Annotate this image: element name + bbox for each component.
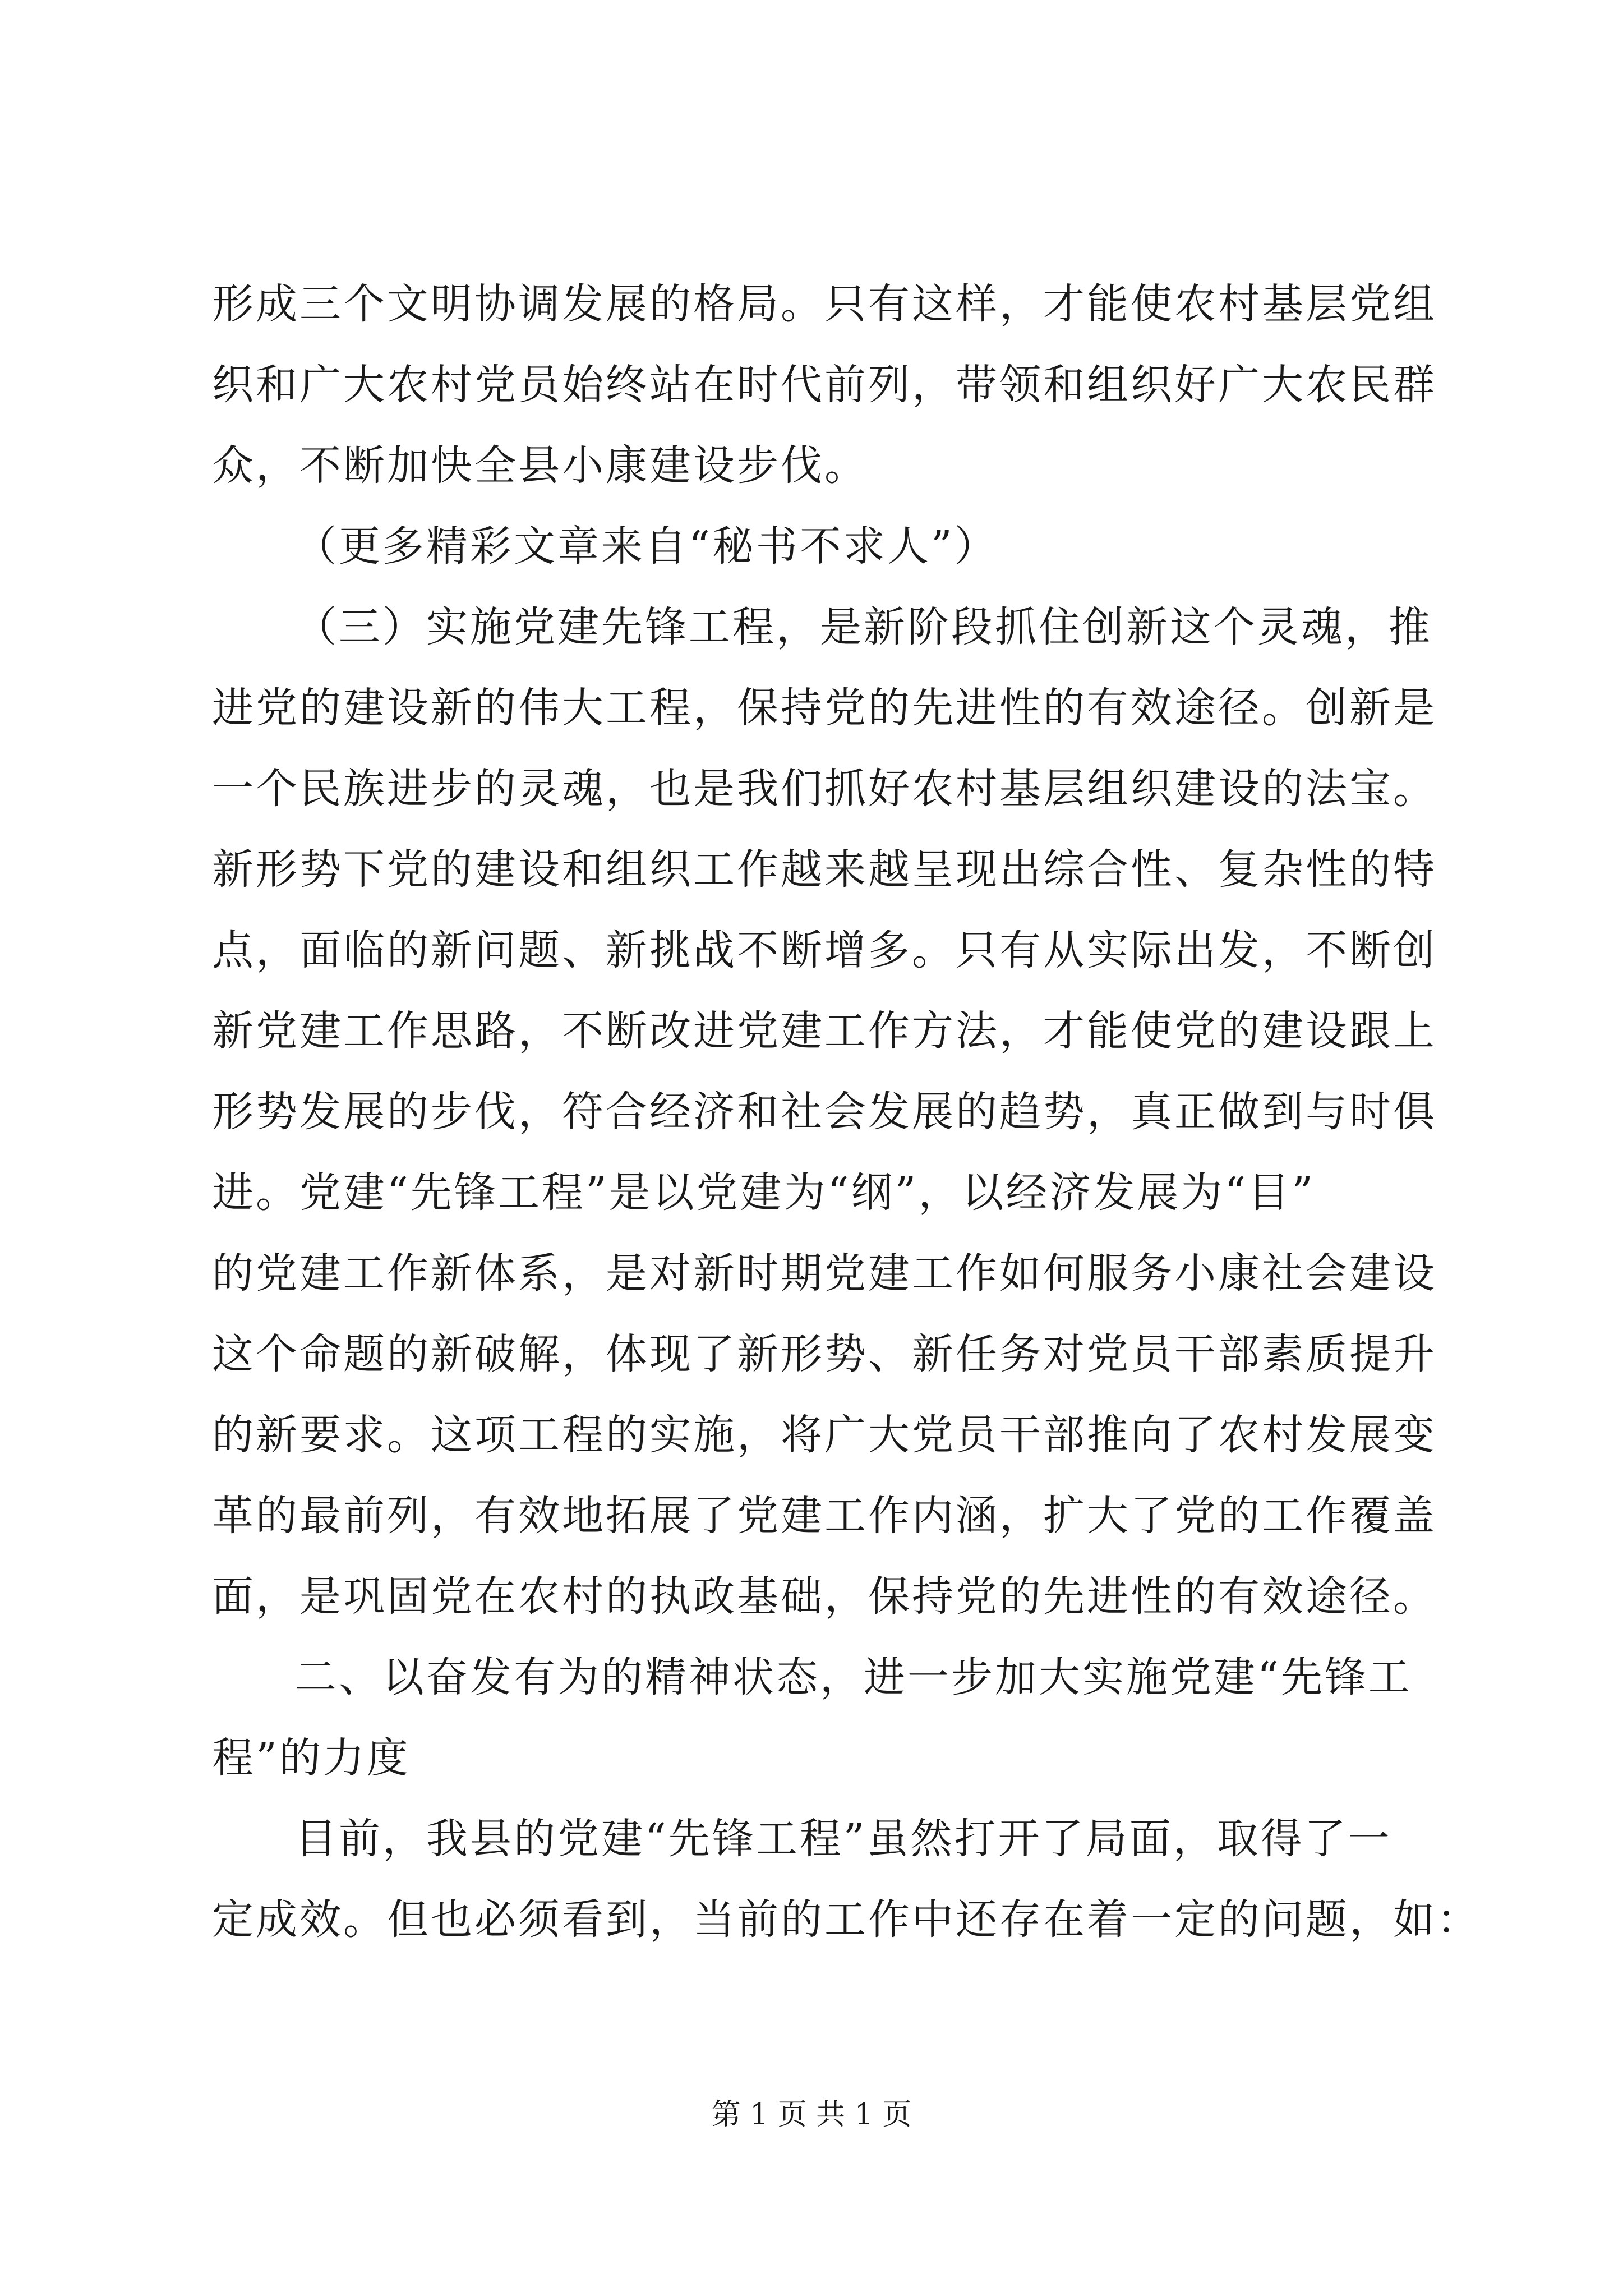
text-line: 进。党建“先锋工程”是以党建为“纲”，以经济发展为“目”	[212, 1168, 1315, 1217]
page-number-footer: 第 1 页 共 1 页	[711, 2098, 912, 2132]
text-line: 形势发展的步伐，符合经济和社会发展的趋势，真正做到与时俱	[212, 1088, 1437, 1136]
text-line: 的党建工作新体系，是对新时期党建工作如何服务小康社会建设	[212, 1249, 1437, 1297]
text-line: 新党建工作思路，不断改进党建工作方法，才能使党的建设跟上	[212, 1007, 1437, 1055]
text-line: 织和广大农村党员始终站在时代前列，带领和组织好广大农民群	[212, 361, 1437, 409]
source-note-line: （更多精彩文章来自“秘书不求人”）	[295, 522, 998, 570]
text-line: 革的最前列，有效地拓展了党建工作内涵，扩大了党的工作覆盖	[212, 1492, 1437, 1540]
text-line: 这个命题的新破解，体现了新形势、新任务对党员干部素质提升	[212, 1330, 1437, 1378]
document-body	[212, 264, 1481, 1960]
text-line: 一个民族进步的灵魂，也是我们抓好农村基层组织建设的法宝。	[212, 765, 1437, 813]
text-line: 面，是巩固党在农村的执政基础，保持党的先进性的有效途径。	[212, 1572, 1437, 1621]
text-line: 的新要求。这项工程的实施，将广大党员干部推向了农村发展变	[212, 1411, 1437, 1459]
text-line: 目前，我县的党建“先锋工程”虽然打开了局面，取得了一	[295, 1815, 1392, 1863]
text-line: 进党的建设新的伟大工程，保持党的先进性的有效途径。创新是	[212, 684, 1437, 732]
text-line: 众，不断加快全县小康建设步伐。	[212, 441, 868, 490]
text-line: 新形势下党的建设和组织工作越来越呈现出综合性、复杂性的特	[212, 845, 1437, 894]
text-line: （三）实施党建先锋工程，是新阶段抓住创新这个灵魂，推	[295, 603, 1432, 651]
section-heading-line: 二、以奋发有为的精神状态，进一步加大实施党建“先锋工	[295, 1653, 1412, 1701]
text-line: 形成三个文明协调发展的格局。只有这样，才能使农村基层党组	[212, 280, 1437, 328]
text-line: 定成效。但也必须看到，当前的工作中还存在着一定的问题，如：	[212, 1895, 1481, 1944]
section-heading-line: 程”的力度	[212, 1734, 411, 1782]
text-line: 点，面临的新问题、新挑战不断增多。只有从实际出发，不断创	[212, 926, 1437, 974]
